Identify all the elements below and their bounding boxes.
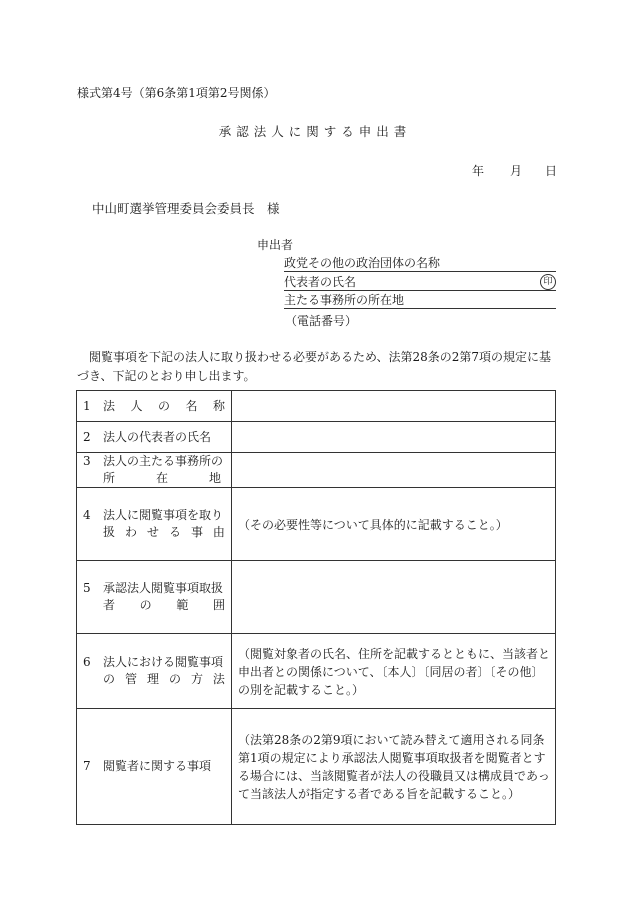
table-row: [77, 453, 556, 488]
row-value-cell[interactable]: [232, 488, 556, 561]
row-label: 法人における閲覧事項: [103, 655, 224, 669]
table-row: [77, 488, 556, 561]
row-label: 法人の代表者の氏名: [103, 429, 212, 444]
row-label-cell: [77, 391, 232, 422]
rep-name-line: [284, 274, 556, 291]
table-row: [77, 634, 556, 709]
row-value-cell[interactable]: [232, 634, 556, 709]
table-row: [77, 709, 556, 825]
row-label-cell: [77, 709, 232, 825]
row-label: 法 人 の 名 称: [103, 398, 225, 413]
office-address-line: [284, 292, 556, 309]
row-label-cell: [77, 634, 232, 709]
org-name-label: 政党その他の政治団体の名称: [284, 256, 441, 270]
row-number: 4: [83, 508, 91, 522]
month-label: 月: [510, 164, 523, 178]
row-number: 1: [83, 398, 91, 413]
row-note: （法第28条の2第9項において読み替えて適用される同条第1項の規定により承認法人閲覧事項取扱者を閲覧者とする場合には、当該閲覧者が法人の役職員又は構成員であって当該法人が指定する者である旨を記載すること。）: [238, 733, 550, 801]
row-value-cell[interactable]: [232, 391, 556, 422]
row-label-cell: [77, 422, 232, 453]
row-number: 5: [83, 581, 91, 595]
row-value-cell[interactable]: [232, 709, 556, 825]
office-address-label: 主たる事務所の所在地: [284, 293, 405, 307]
row-value-cell[interactable]: [232, 561, 556, 634]
row-number: 3: [83, 454, 91, 468]
row-label: 承認法人閲覧事項取扱: [103, 581, 224, 595]
application-table: [76, 390, 556, 825]
row-label: 法人の主たる事務所の: [103, 454, 224, 468]
row-label-continued: の 管 理 の 方 法: [103, 672, 225, 686]
row-number: 7: [83, 759, 91, 773]
rep-name-label: 代表者の氏名: [284, 275, 357, 289]
row-label-cell: [77, 488, 232, 561]
seal-mark: 印: [540, 274, 556, 290]
table-row: [77, 391, 556, 422]
phone-label: （電話番号）: [285, 314, 358, 328]
row-number: 6: [83, 655, 91, 669]
row-label-cell: [77, 561, 232, 634]
row-label-continued: 所 在 地: [103, 471, 221, 485]
row-label-continued: 者 の 範 囲: [103, 598, 225, 612]
row-label: 法人に閲覧事項を取り: [103, 508, 224, 522]
row-note: （閲覧対象者の氏名、住所を記載するとともに、当該者と申出者との関係について、〔本人〕〔同居の者〕〔その他〕の別を記載すること。）: [238, 646, 551, 697]
org-name-line: [284, 255, 556, 272]
day-label: 日: [545, 164, 558, 178]
addressee: 中山町選挙管理委員会委員長 様: [92, 201, 280, 216]
row-number: 2: [83, 429, 91, 444]
row-label: 閲覧者に関する事項: [103, 759, 212, 773]
document-title: 承認法人に関する申出書: [218, 124, 412, 139]
row-label-cell: [77, 453, 232, 488]
year-label: 年: [472, 164, 485, 178]
row-value-cell[interactable]: [232, 422, 556, 453]
row-label-continued: 扱 わ せ る 事 由: [103, 525, 225, 539]
intro-paragraph: [77, 348, 557, 386]
form-number: 様式第4号（第6条第1項第2号関係）: [77, 86, 276, 100]
table-row: [77, 561, 556, 634]
row-note: （その必要性等について具体的に記載すること。）: [238, 517, 508, 532]
intro-text: 閲覧事項を下記の法人に取り扱わせる必要があるため、法第28条の2第7項の規定に基づき、下記のとおり申し出ます。: [77, 350, 552, 383]
table-row: [77, 422, 556, 453]
applicant-heading: 申出者: [257, 238, 294, 252]
row-value-cell[interactable]: [232, 453, 556, 488]
